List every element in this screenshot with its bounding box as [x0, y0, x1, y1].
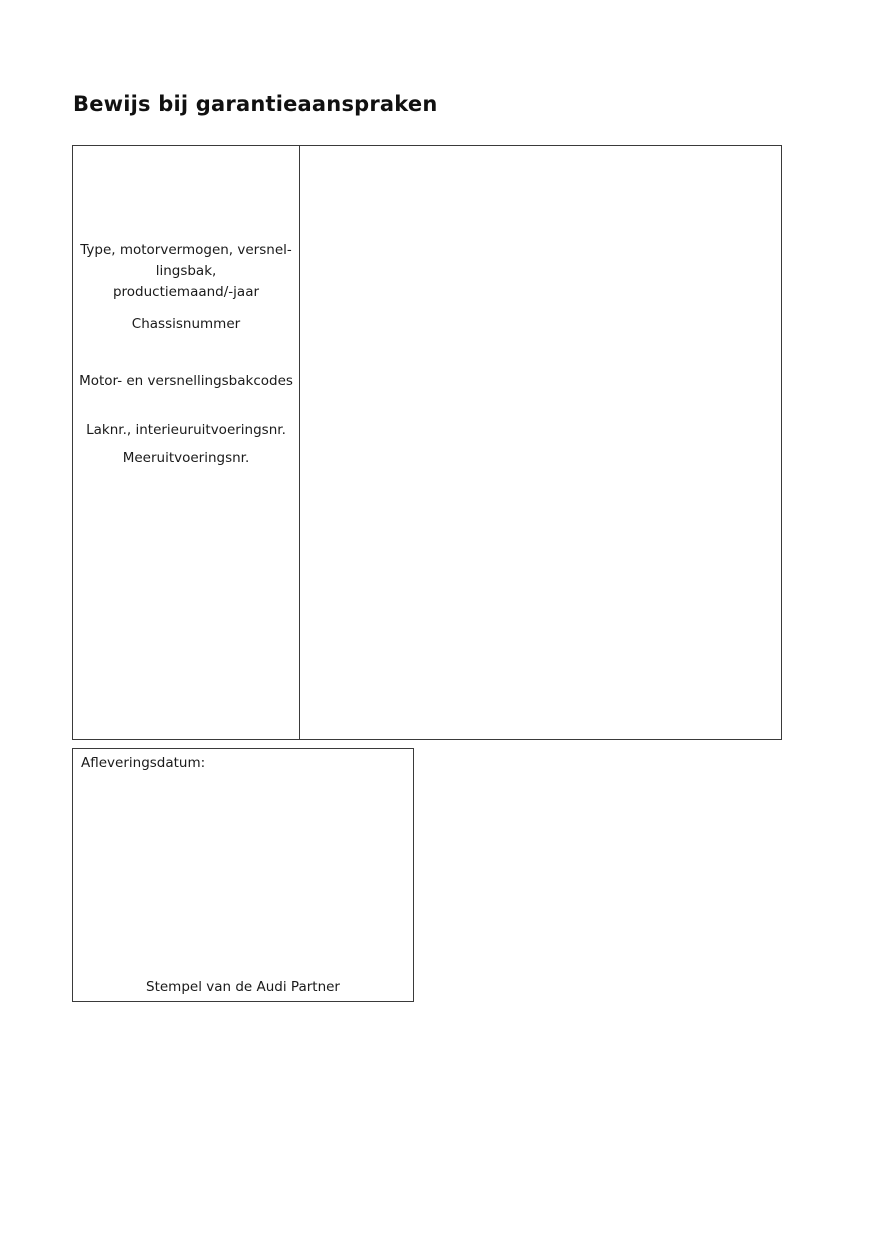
label-line: Type, motorvermogen, versnel- — [80, 242, 292, 258]
label-line: Laknr., interieuruitvoeringsnr. — [86, 422, 286, 438]
paint-interior-number-value[interactable] — [300, 418, 781, 444]
label-line: Motor- en versnellingsbakcodes — [79, 373, 293, 389]
dealer-stamp-label: Stempel van de Audi Partner — [146, 979, 340, 995]
label-column — [73, 146, 300, 739]
label-line: lingsbak, — [155, 263, 217, 279]
chassis-number-label — [73, 314, 299, 335]
paint-interior-number-label — [73, 420, 299, 441]
type-engine-gearbox-label — [73, 240, 299, 303]
type-engine-gearbox-value[interactable] — [300, 236, 781, 306]
options-number-value[interactable] — [300, 446, 781, 472]
label-line: Meeruitvoeringsnr. — [122, 450, 250, 466]
delivery-date-label: Afleveringsdatum: — [81, 755, 206, 771]
options-number-label — [73, 448, 299, 469]
label-line: productiemaand/-jaar — [112, 284, 260, 300]
delivery-stamp-box[interactable] — [72, 748, 414, 1002]
engine-gearbox-codes-value[interactable] — [300, 368, 781, 396]
vehicle-data-table — [72, 145, 782, 740]
engine-gearbox-codes-label — [73, 371, 299, 392]
page-title: Bewijs bij garantieaanspraken — [73, 92, 438, 116]
label-line: Chassisnummer — [131, 316, 241, 332]
chassis-number-value[interactable] — [300, 146, 781, 206]
value-column[interactable] — [300, 146, 781, 739]
